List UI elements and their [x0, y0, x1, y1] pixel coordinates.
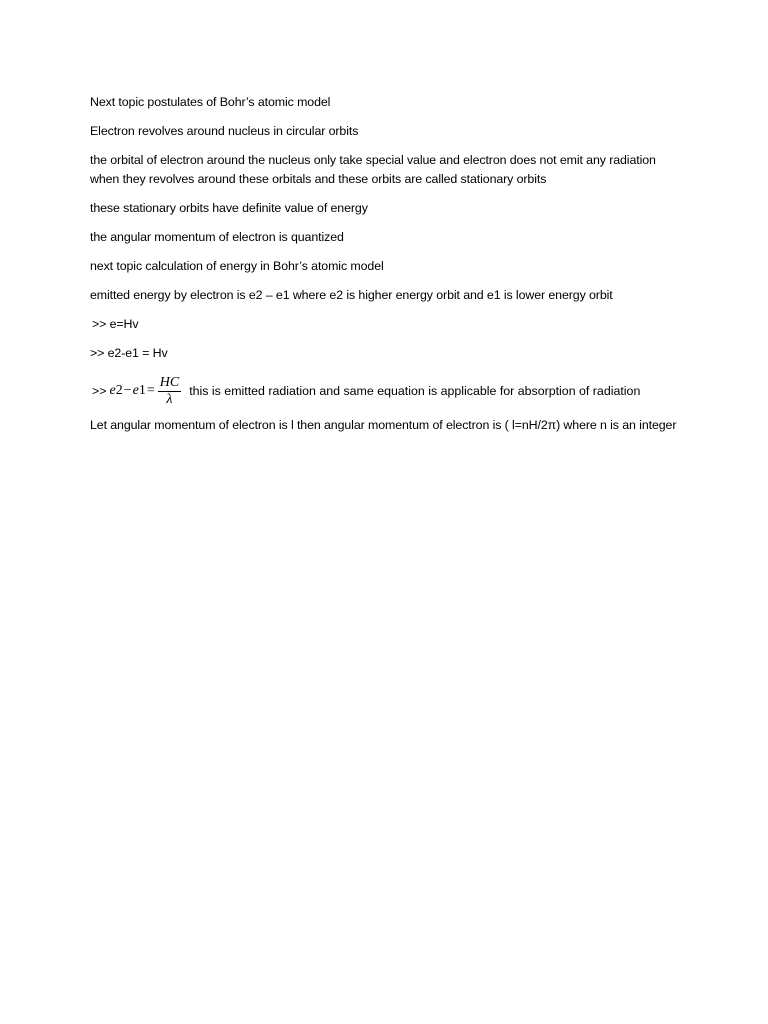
equation-equals: =: [146, 383, 155, 398]
paragraph-energy-calculation-heading: next topic calculation of energy in Bohr’s atomic model: [90, 259, 384, 273]
paragraph-emitted-energy: emitted energy by electron is e2 – e1 where e2 is higher energy orbit and e1 is lower energy orbit: [90, 288, 613, 302]
equation-num-2: 2: [115, 383, 123, 398]
paragraph-equation-e-hv: >> e=Hv: [92, 317, 139, 331]
document-body: [90, 93, 680, 445]
equation-var-e2: e: [109, 383, 116, 398]
equation-var-e1: e: [132, 383, 139, 398]
paragraph-definite-energy: these stationary orbits have definite value of energy: [90, 201, 368, 215]
equation-num-1: 1: [138, 383, 146, 398]
equation-formula: [90, 375, 181, 408]
paragraph-bohr-postulates-heading: Next topic postulates of Bohr’s atomic model: [90, 95, 331, 109]
paragraph-equation-e2-e1-hv: >> e2-e1 = Hv: [90, 346, 168, 360]
equation-line: [90, 370, 680, 412]
fraction-denominator: λ: [166, 391, 173, 407]
equation-fraction: [158, 375, 181, 408]
paragraph-angular-momentum-formula: Let angular momentum of electron is l then angular momentum of electron is ( l=nH/2π) where n is an integer: [90, 418, 677, 432]
equation-minus: −: [123, 383, 132, 398]
equation-description: this is emitted radiation and same equation is applicable for absorption of radiation: [189, 384, 641, 398]
fraction-numerator: HC: [159, 374, 180, 390]
paragraph-angular-momentum-quantized: the angular momentum of electron is quantized: [90, 230, 344, 244]
equation-prefix: >>: [92, 384, 107, 398]
paragraph-stationary-orbits: the orbital of electron around the nucleus only take special value and electron does not emit any radiation when they revolves around these orbitals and these orbits are called stationary orbits: [90, 153, 656, 186]
paragraph-circular-orbits: Electron revolves around nucleus in circular orbits: [90, 124, 359, 138]
